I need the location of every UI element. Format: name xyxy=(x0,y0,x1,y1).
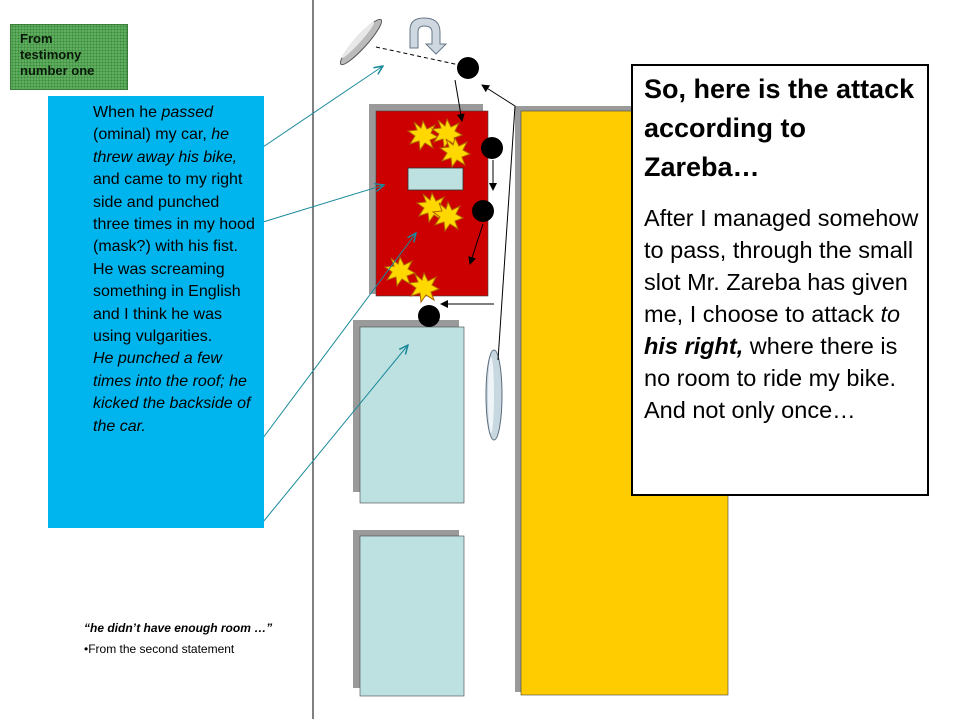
bike-right-side-icon xyxy=(486,350,502,440)
source-tag-line-1: From xyxy=(20,31,53,46)
testimony-span: and came to my right side and punched three times in my hood (mask?) with his fist. xyxy=(93,171,255,256)
car-window xyxy=(408,168,463,190)
source-tag-text xyxy=(20,31,120,79)
source-tag-line-2: testimony xyxy=(20,47,82,62)
u-turn-arrow-icon xyxy=(410,18,446,54)
attacker-position-3 xyxy=(472,200,494,222)
pointer-line-bike xyxy=(263,66,383,147)
source-tag-line-3: number one xyxy=(20,63,95,78)
attacker-position-4 xyxy=(418,305,440,327)
callout-span-bold-italic: his right, xyxy=(644,333,744,359)
pointer-line-hood xyxy=(263,185,384,222)
attacker-position-2 xyxy=(481,137,503,159)
quote-text: “he didn’t have enough room …” xyxy=(84,621,273,635)
callout-body xyxy=(644,202,924,426)
thrown-bike-icon xyxy=(336,16,385,69)
quote-source: •From the second statement xyxy=(84,642,235,656)
bike-throw-path xyxy=(376,47,464,66)
testimony-paragraph-3: He punched a few times into the roof; he kicked the backside of the car. xyxy=(93,350,251,435)
callout-span: After I managed somehow to pass, through the small slot Mr. Zareba has given me, I choose to attack xyxy=(644,205,919,327)
callout-span-italic: to xyxy=(880,301,901,327)
testimony-span-italic: passed xyxy=(161,104,214,121)
testimony-span: (ominal) my car, xyxy=(93,126,212,144)
testimony-paragraph-2: He was screaming something in English and I think he was using vulgarities. xyxy=(93,260,241,346)
callout-span: where there is no room to ride my bike. And not only once… xyxy=(644,333,898,423)
testimony-paragraph-1 xyxy=(93,102,259,259)
parked-car-lower xyxy=(353,530,464,696)
testimony-span-italic: he threw away his bike, xyxy=(93,126,238,166)
parked-car-upper xyxy=(353,320,464,503)
quote-block xyxy=(84,620,284,657)
testimony-span: When he xyxy=(93,104,162,121)
testimony-text xyxy=(93,102,259,438)
callout-title: So, here is the attack according to Zareba… xyxy=(644,74,915,182)
attacker-position-1 xyxy=(457,57,479,79)
